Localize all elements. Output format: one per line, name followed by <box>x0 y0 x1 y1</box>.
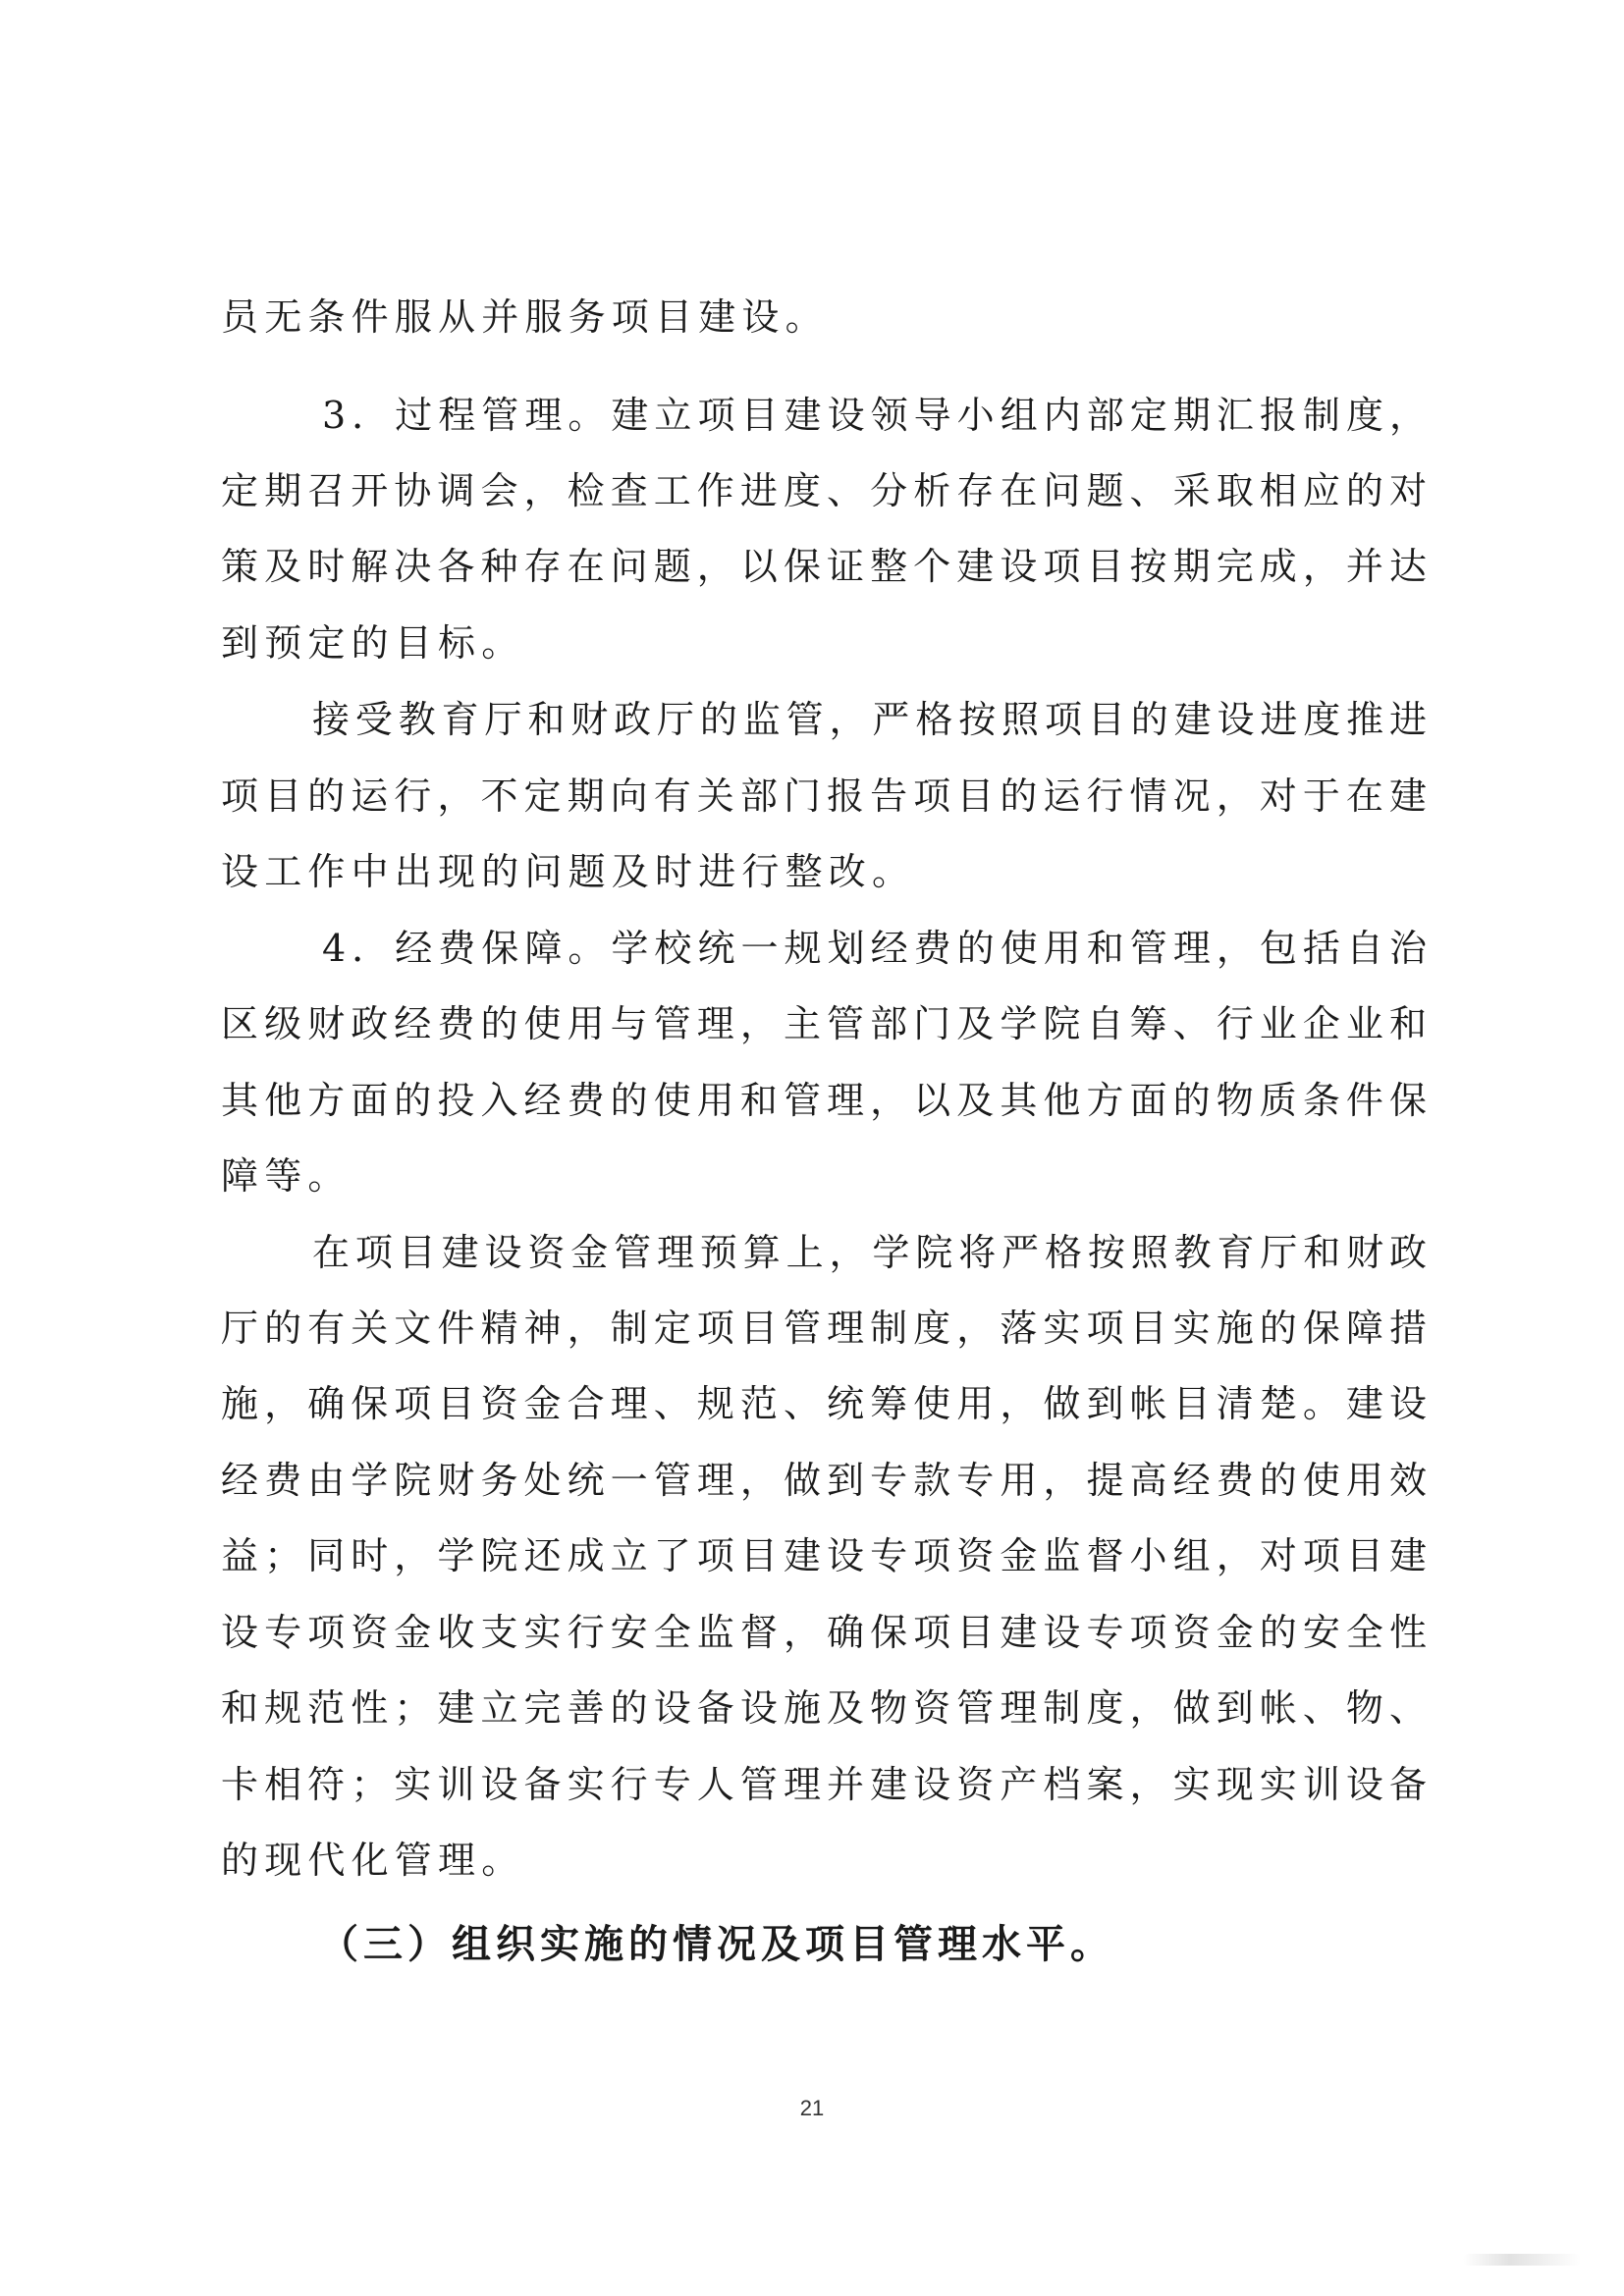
body-line: 员无条件服从并服务项目建设。 <box>221 295 829 339</box>
section-heading: （三）组织实施的情况及项目管理水平。 <box>319 1921 1114 1967</box>
body-line: 策及时解决各种存在问题，以保证整个建设项目按期完成，并达 <box>221 545 1427 588</box>
scan-smudge <box>1463 2254 1581 2266</box>
body-line: 定期召开协调会，检查工作进度、分析存在问题、采取相应的对 <box>221 469 1427 512</box>
body-line: 设专项资金收支实行安全监督，确保项目建设专项资金的安全性 <box>221 1611 1427 1654</box>
body-line: 厅的有关文件精神，制定项目管理制度，落实项目实施的保障措 <box>221 1307 1427 1350</box>
page-number: 21 <box>799 2096 825 2120</box>
body-line: 项目的运行，不定期向有关部门报告项目的运行情况，对于在建 <box>221 774 1427 818</box>
body-line: 在项目建设资金管理预算上，学院将严格按照教育厅和财政 <box>312 1231 1427 1274</box>
body-line: 施，确保项目资金合理、规范、统筹使用，做到帐目清楚。建设 <box>221 1382 1427 1425</box>
body-line: 到预定的目标。 <box>221 621 525 665</box>
body-line: 的现代化管理。 <box>221 1839 525 1882</box>
body-line: 设工作中出现的问题及时进行整改。 <box>221 850 916 893</box>
body-line: 3．过程管理。建立项目建设领导小组内部定期汇报制度， <box>322 394 1427 437</box>
body-line: 其他方面的投入经费的使用和管理，以及其他方面的物质条件保 <box>221 1079 1427 1122</box>
body-line: 卡相符；实训设备实行专人管理并建设资产档案，实现实训设备 <box>221 1763 1427 1806</box>
body-line: 接受教育厅和财政厅的监管，严格按照项目的建设进度推进 <box>312 698 1427 741</box>
body-line: 经费由学院财务处统一管理，做到专款专用，提高经费的使用效 <box>221 1459 1427 1502</box>
body-line: 益；同时，学院还成立了项目建设专项资金监督小组，对项目建 <box>221 1534 1427 1577</box>
body-line: 障等。 <box>221 1154 352 1198</box>
body-line: 4．经费保障。学校统一规划经费的使用和管理，包括自治 <box>322 927 1427 970</box>
body-line: 区级财政经费的使用与管理，主管部门及学院自筹、行业企业和 <box>221 1002 1427 1045</box>
body-line: 和规范性；建立完善的设备设施及物资管理制度，做到帐、物、 <box>221 1686 1427 1730</box>
